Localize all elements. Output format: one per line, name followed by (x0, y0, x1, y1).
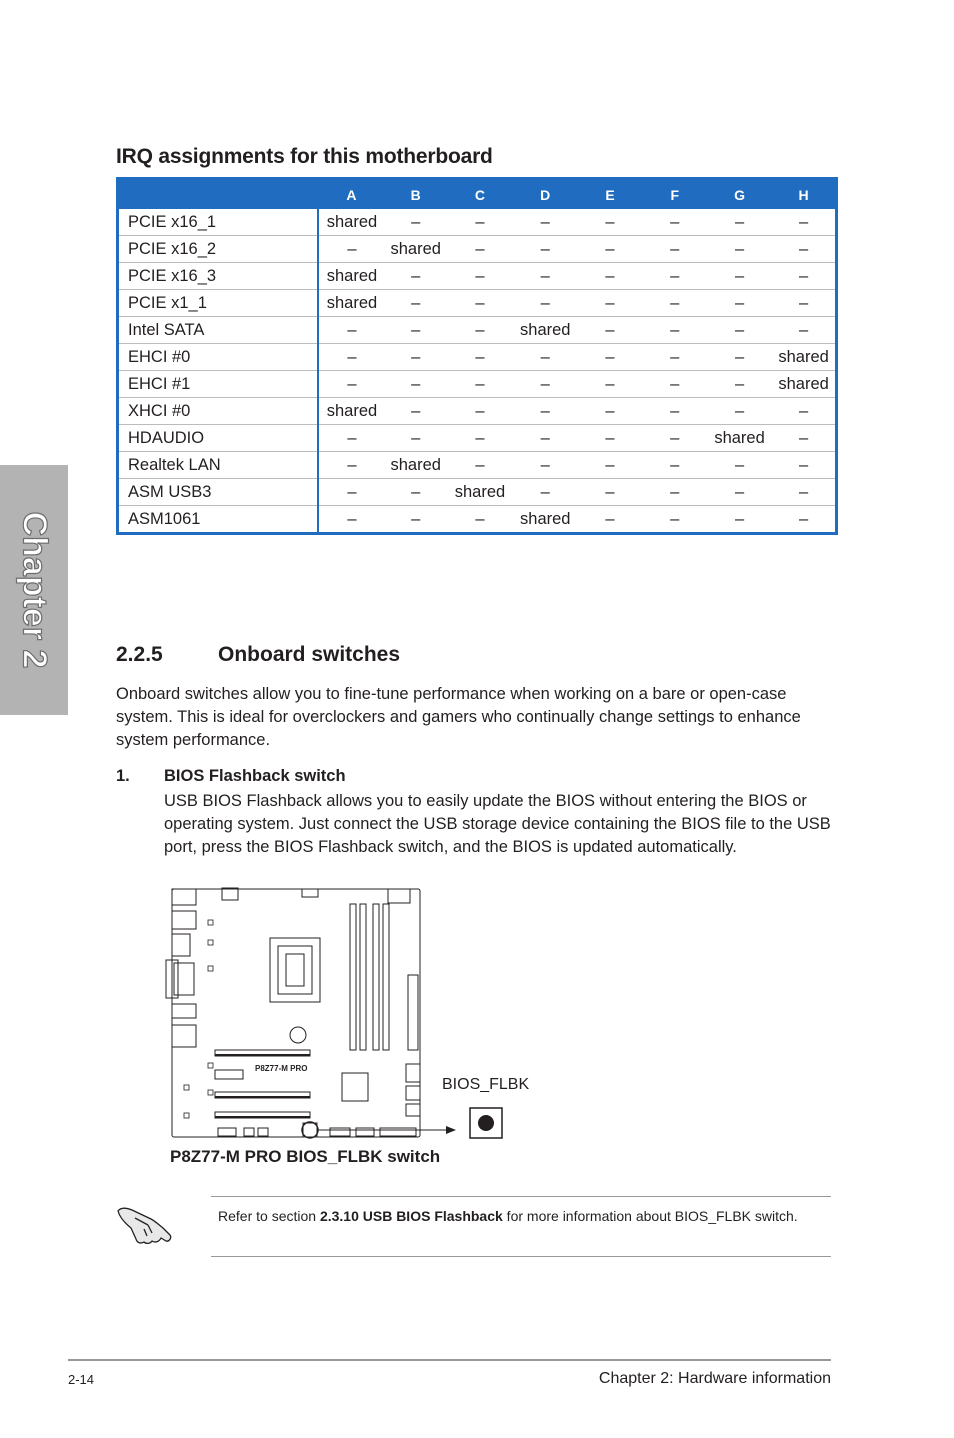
irq-cell: – (447, 398, 513, 425)
irq-table-header (118, 179, 837, 210)
irq-cell: – (577, 371, 642, 398)
irq-cell: – (513, 344, 577, 371)
irq-cell: shared (447, 479, 513, 506)
irq-cell: – (643, 398, 707, 425)
irq-cell: – (577, 317, 642, 344)
column-header: B (385, 179, 447, 210)
cpu-socket-inner (286, 954, 304, 986)
irq-cell: – (318, 236, 384, 263)
irq-cell: – (318, 425, 384, 452)
bios-flbk-switch-on-board (303, 1123, 317, 1137)
irq-cell: – (385, 344, 447, 371)
device-name-cell: EHCI #1 (118, 371, 319, 398)
fan-header (302, 889, 318, 897)
table-row (118, 506, 837, 534)
irq-cell: – (513, 290, 577, 317)
irq-table (116, 177, 838, 535)
irq-cell: – (707, 344, 772, 371)
pointing-hand-icon (115, 1198, 173, 1246)
irq-cell: – (513, 425, 577, 452)
irq-cell: – (385, 371, 447, 398)
irq-cell: – (707, 479, 772, 506)
header (356, 1128, 374, 1136)
dimm-slot (373, 904, 379, 1050)
column-header: G (707, 179, 772, 210)
irq-cell: – (577, 263, 642, 290)
pcie-slot-contacts (215, 1116, 310, 1118)
irq-cell: – (643, 317, 707, 344)
irq-section-title: IRQ assignments for this motherboard (116, 145, 493, 168)
irq-cell: shared (318, 398, 384, 425)
column-header: C (447, 179, 513, 210)
header (380, 1128, 416, 1136)
item-title: BIOS Flashback switch (164, 767, 346, 785)
device-name-cell: Realtek LAN (118, 452, 319, 479)
cmos-battery (290, 1027, 306, 1043)
irq-cell: – (772, 317, 836, 344)
section-number: 2.2.5 (116, 643, 163, 666)
chapter-tab-label: Chapter 2 (15, 511, 54, 669)
irq-cell: – (447, 317, 513, 344)
board-model-label: P8Z77-M PRO (255, 1064, 308, 1073)
io-port (172, 911, 196, 929)
irq-cell: shared (318, 209, 384, 236)
irq-cell: – (577, 452, 642, 479)
irq-cell: – (643, 479, 707, 506)
irq-cell: – (707, 371, 772, 398)
irq-cell: – (447, 452, 513, 479)
irq-cell: – (447, 425, 513, 452)
note-box (211, 1196, 831, 1257)
column-header (118, 179, 319, 210)
table-row (118, 452, 837, 479)
irq-cell: – (577, 398, 642, 425)
irq-cell: – (643, 290, 707, 317)
column-header: D (513, 179, 577, 210)
irq-cell: – (411, 509, 421, 528)
device-name-cell: ASM USB3 (118, 479, 319, 506)
irq-cell: – (707, 209, 772, 236)
sata-port (406, 1064, 420, 1082)
column-header: A (318, 179, 384, 210)
irq-cell: – (577, 236, 642, 263)
callout-arrowhead (446, 1126, 456, 1134)
irq-cell: shared (707, 425, 772, 452)
pcie-slot-contacts (215, 1096, 310, 1098)
chapter-side-tab (0, 465, 68, 715)
irq-cell: – (734, 509, 745, 528)
device-name-cell: HDAUDIO (118, 425, 319, 452)
note-text (218, 1206, 830, 1226)
irq-cell: – (798, 509, 809, 528)
dimm-slot (383, 904, 389, 1050)
irq-cell: shared (772, 344, 836, 371)
table-row (118, 317, 837, 344)
irq-cell: – (772, 209, 836, 236)
irq-cell: – (385, 209, 447, 236)
footer-chapter-title: Chapter 2: Hardware information (598, 1370, 831, 1387)
irq-cell: shared (385, 236, 447, 263)
irq-cell: – (447, 344, 513, 371)
header (330, 1128, 350, 1136)
atx-power-connector (222, 888, 238, 900)
irq-cell: – (707, 290, 772, 317)
note-text-pre: Refer to section (218, 1208, 320, 1224)
io-port (172, 1004, 196, 1018)
irq-cell: – (643, 236, 707, 263)
column-header: F (643, 179, 707, 210)
irq-cell: – (643, 209, 707, 236)
irq-cell: – (475, 509, 485, 528)
device-name-cell: PCIE x16_3 (118, 263, 319, 290)
irq-cell: – (385, 479, 447, 506)
column-header: E (577, 179, 642, 210)
footer-divider (68, 1359, 831, 1361)
irq-cell: – (385, 398, 447, 425)
table-row (118, 425, 837, 452)
irq-cell: – (772, 263, 836, 290)
irq-cell: shared (318, 263, 384, 290)
table-row (118, 479, 837, 506)
irq-cell: – (513, 263, 577, 290)
table-row (118, 209, 837, 236)
irq-cell: – (318, 452, 384, 479)
atx-24pin-connector (408, 975, 418, 1050)
item-number: 1. (116, 767, 130, 785)
irq-cell: – (577, 290, 642, 317)
irq-cell: – (772, 479, 836, 506)
header (218, 1128, 236, 1136)
table-row (118, 290, 837, 317)
irq-cell: – (385, 425, 447, 452)
device-name-cell: Intel SATA (118, 317, 319, 344)
irq-cell: shared (385, 452, 447, 479)
device-name-cell: XHCI #0 (118, 398, 319, 425)
irq-cell: shared (772, 371, 836, 398)
chipset (342, 1073, 368, 1101)
irq-cell: – (772, 425, 836, 452)
irq-cell: – (577, 425, 642, 452)
irq-cell: – (513, 371, 577, 398)
fan-header (388, 889, 410, 903)
device-name-cell: PCIE x16_2 (118, 236, 319, 263)
irq-cell: – (707, 398, 772, 425)
irq-cell: – (707, 317, 772, 344)
io-port (172, 934, 190, 956)
diagram-caption: P8Z77-M PRO BIOS_FLBK switch (170, 1147, 441, 1166)
device-name-cell: PCIE x16_1 (118, 209, 319, 236)
irq-cell: – (772, 452, 836, 479)
table-row (118, 236, 837, 263)
irq-cell: – (513, 398, 577, 425)
device-name-cell: PCIE x1_1 (118, 290, 319, 317)
table-row (118, 398, 837, 425)
irq-cell: – (707, 236, 772, 263)
table-row (118, 371, 837, 398)
column-header: H (772, 179, 836, 210)
io-port (172, 1025, 196, 1047)
note-text-post: for more information about BIOS_FLBK switch. (502, 1208, 798, 1224)
irq-cell: – (447, 371, 513, 398)
irq-cell: – (513, 479, 577, 506)
header (258, 1128, 268, 1136)
device-name-cell: ASM1061 (118, 506, 319, 534)
irq-cell: shared (318, 290, 384, 317)
irq-cell: – (447, 263, 513, 290)
irq-cell: – (707, 263, 772, 290)
table-row (118, 263, 837, 290)
footer-page-number: 2-14 (68, 1372, 95, 1387)
sata-port (406, 1086, 420, 1100)
irq-cell: – (447, 209, 513, 236)
irq-cell: – (318, 479, 384, 506)
item-description: USB BIOS Flashback allows you to easily update the BIOS without entering the BIOS or operating system. Just connect the USB storage device containing the BIOS file to the USB port, press the BIOS Flashback switch, and the BIOS is updated automatically. (164, 792, 831, 856)
irq-cell: – (513, 236, 577, 263)
irq-cell: – (670, 509, 680, 528)
irq-cell: – (385, 317, 447, 344)
irq-cell: – (318, 371, 384, 398)
irq-cell: – (605, 509, 615, 528)
pcie-x1-slot (215, 1070, 243, 1079)
note-section-reference: 2.3.10 USB BIOS Flashback (319, 1208, 503, 1224)
irq-cell: – (772, 236, 836, 263)
switch-highlight-circle (302, 1122, 318, 1138)
irq-cell: – (772, 398, 836, 425)
switches-intro-paragraph: Onboard switches allow you to fine-tune performance when working on a bare or open-case system. This is ideal for overclockers and gamers who continually change settings to enhance system performance. (116, 685, 801, 749)
irq-cell: – (347, 509, 357, 528)
cpu-socket (278, 946, 312, 994)
irq-cell: shared (513, 317, 577, 344)
dimm-slot (350, 904, 356, 1050)
irq-cell: – (385, 290, 447, 317)
irq-cell: – (577, 479, 642, 506)
irq-cell: – (643, 263, 707, 290)
section-title: Onboard switches (218, 643, 401, 666)
irq-cell: – (577, 209, 642, 236)
irq-cell: – (643, 344, 707, 371)
callout-label: BIOS_FLBK (442, 1076, 530, 1093)
io-port (172, 889, 196, 905)
irq-cell: – (643, 452, 707, 479)
irq-cell: – (318, 344, 384, 371)
motherboard-layout-diagram (160, 880, 540, 1140)
table-row (118, 344, 837, 371)
sata-port (406, 1104, 420, 1116)
dimm-slot (360, 904, 366, 1050)
header (244, 1128, 254, 1136)
irq-cell: – (513, 209, 577, 236)
irq-cell: – (577, 344, 642, 371)
irq-cell: – (643, 371, 707, 398)
pcie-slot-contacts (215, 1054, 310, 1056)
irq-cell: – (385, 263, 447, 290)
irq-cell: – (643, 425, 707, 452)
irq-cell: – (707, 452, 772, 479)
switches-section-heading (116, 643, 400, 667)
irq-cell: – (318, 317, 384, 344)
irq-cell: – (513, 452, 577, 479)
switch-button (478, 1115, 494, 1131)
irq-cell: – (447, 290, 513, 317)
irq-cell: shared (520, 509, 571, 528)
vga-port-body (174, 963, 194, 995)
irq-cell: – (772, 290, 836, 317)
irq-cell: – (447, 236, 513, 263)
device-name-cell: EHCI #0 (118, 344, 319, 371)
